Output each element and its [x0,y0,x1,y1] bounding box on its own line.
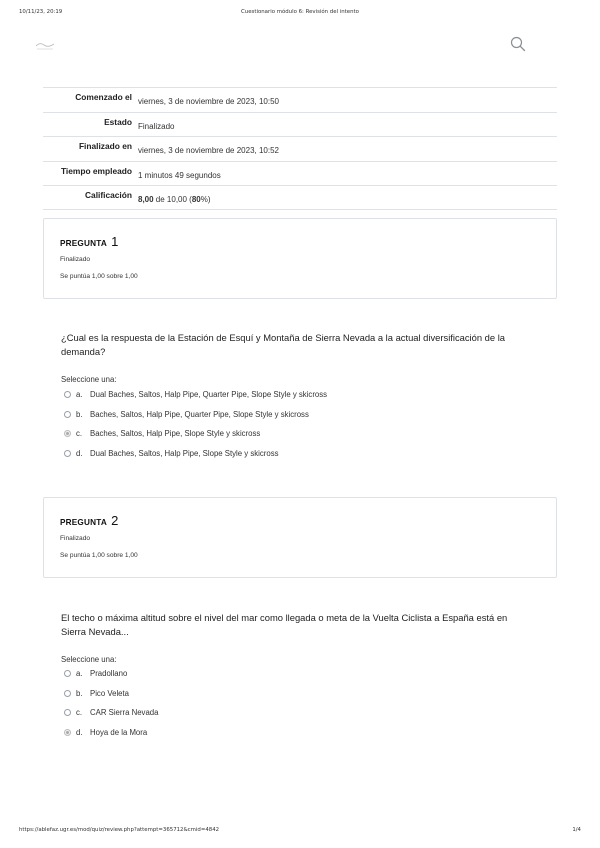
answer-letter: b. [76,688,83,698]
grade-score: 8,00 [138,195,154,204]
answer-text: CAR Sierra Nevada [90,708,159,718]
answer-list-2 [64,664,158,742]
summary-row-time-taken [43,161,557,186]
summary-row-started [43,87,557,112]
answer-option[interactable] [64,684,158,704]
answer-text: Baches, Saltos, Halp Pipe, Slope Style y skicross [90,429,261,439]
radio-checked-icon[interactable] [64,430,71,437]
radio-checked-icon[interactable] [64,729,71,736]
summary-row-finished [43,136,557,161]
summary-label: Tiempo empleado [60,165,132,176]
question-number-value: 2 [111,513,119,528]
question-state: Finalizado [60,535,91,542]
question-number [60,234,119,249]
print-title: Cuestionario módulo 6: Revisión del intento [241,9,359,15]
answer-text: Pradollano [90,669,128,679]
summary-value: viernes, 3 de noviembre de 2023, 10:50 [138,97,279,106]
answer-letter: d. [76,449,83,459]
summary-label: Calificación [84,190,132,200]
answer-prompt-1: Seleccione una: [61,375,117,384]
summary-label: Comenzado el [75,92,132,102]
question-info-2 [43,497,557,578]
answer-list-1 [64,385,327,463]
answer-option[interactable] [64,424,327,444]
answer-text: Baches, Saltos, Halp Pipe, Quarter Pipe, Slope Style y skicross [90,409,309,419]
answer-option[interactable] [64,703,158,723]
print-page-number: 1/4 [572,827,581,833]
summary-value: viernes, 3 de noviembre de 2023, 10:52 [138,146,279,155]
radio-unchecked-icon[interactable] [64,670,71,677]
search-icon[interactable] [510,36,526,52]
question-grade: Se puntúa 1,00 sobre 1,00 [60,552,138,559]
answer-letter: a. [76,669,83,679]
summary-label: Estado [104,116,132,127]
site-logo[interactable] [34,40,56,52]
print-url: https://ablefaz.ugr.es/mod/quiz/review.php?attempt=365712&cmid=4842 [19,827,220,833]
radio-unchecked-icon[interactable] [64,391,71,398]
radio-unchecked-icon[interactable] [64,411,71,418]
answer-text: Pico Veleta [90,688,130,698]
print-footer [19,827,581,837]
summary-value: 1 minutos 49 segundos [138,170,221,180]
answer-option[interactable] [64,664,158,684]
radio-unchecked-icon[interactable] [64,709,71,716]
answer-text: Dual Baches, Saltos, Halp Pipe, Slope Style y skicross [90,449,279,459]
answer-letter: a. [76,390,83,400]
question-text-2: El techo o máxima altitud sobre el nivel del mar como llegada o meta de la Vuelta Ciclista a España está en Sierra Nevada... [61,612,508,637]
question-label: PREGUNTA [60,239,107,248]
question-state: Finalizado [60,256,91,263]
radio-unchecked-icon[interactable] [64,450,71,457]
question-info-1 [43,218,557,299]
summary-row-grade [43,185,557,210]
summary-value [133,186,211,209]
answer-option[interactable] [64,444,327,464]
print-datetime: 10/11/23, 20:19 [19,9,63,15]
answer-option[interactable] [64,385,327,405]
answer-letter: c. [76,429,83,439]
summary-value: Finalizado [138,121,175,131]
grade-percent: 80 [191,195,201,204]
answer-letter: c. [76,708,83,718]
radio-unchecked-icon[interactable] [64,690,71,697]
question-number-value: 1 [111,234,119,249]
attempt-summary-table [43,87,557,210]
answer-text: Hoya de la Mora [90,728,148,738]
summary-row-state [43,112,557,137]
grade-total: de 10,00 ( [153,195,192,204]
answer-option[interactable] [64,723,158,743]
answer-letter: b. [76,409,83,419]
answer-prompt-2: Seleccione una: [61,655,117,664]
print-header [19,9,581,19]
answer-option[interactable] [64,405,327,425]
summary-label: Finalizado en [78,141,132,151]
question-number [60,513,119,528]
answer-letter: d. [76,728,83,738]
grade-percent-close: %) [200,195,211,204]
answer-text: Dual Baches, Saltos, Halp Pipe, Quarter Pipe, Slope Style y skicross [90,390,328,400]
question-label: PREGUNTA [60,518,107,527]
question-grade: Se puntúa 1,00 sobre 1,00 [60,273,138,280]
question-text-1: ¿Cual es la respuesta de la Estación de Esquí y Montaña de Sierra Nevada a la actual diversificación de la demanda? [61,332,505,357]
